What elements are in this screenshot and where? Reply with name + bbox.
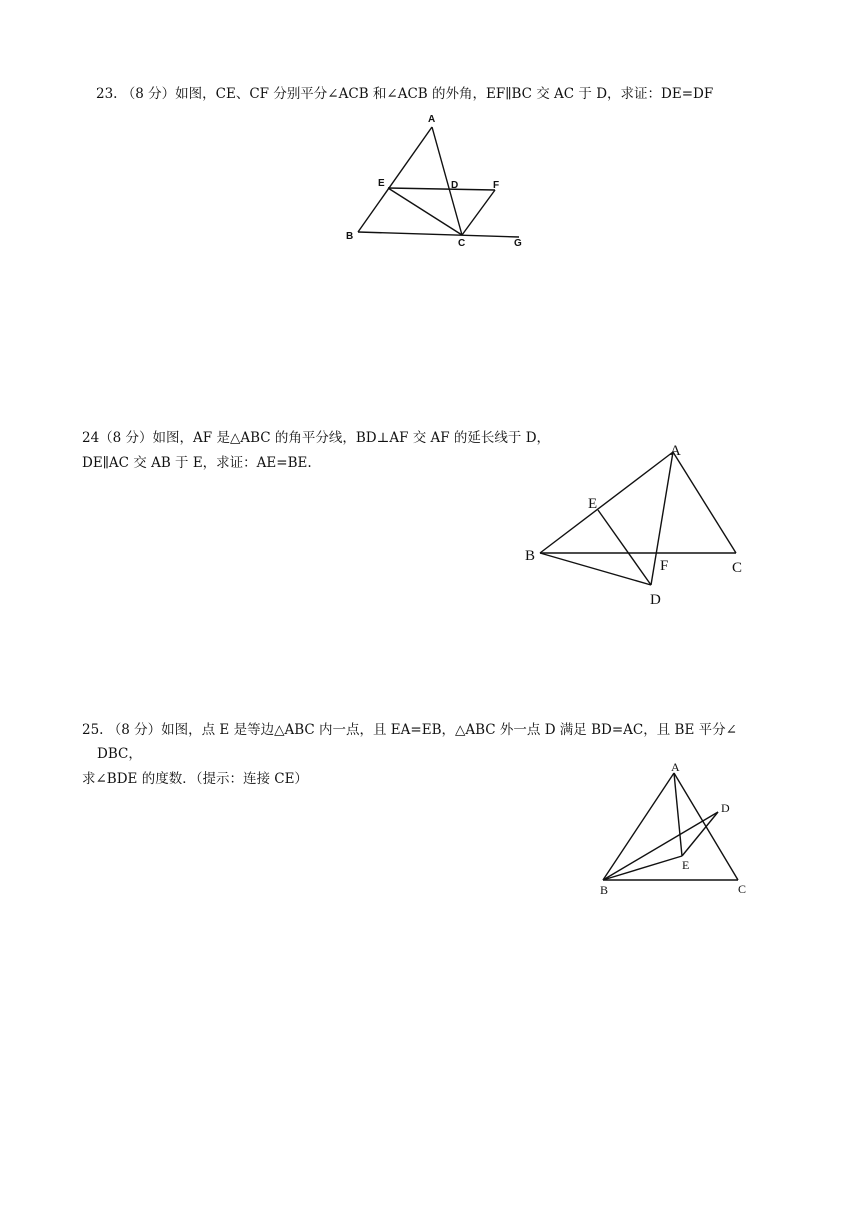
label-F: F	[493, 180, 500, 191]
label-B: B	[600, 883, 609, 897]
label-E: E	[682, 858, 690, 872]
label-F: F	[660, 558, 669, 574]
label-C: C	[458, 238, 466, 249]
segment-BD	[603, 812, 718, 880]
question-25-line1: 25. （8 分）如图，点 E 是等边△ABC 内一点，且 EA=EB，△ABC 外一点 D 满足 BD=AC，且 BE 平分∠	[82, 722, 737, 738]
question-23-text: 23. （8 分）如图，CE、CF 分别平分∠ACB 和∠ACB 的外角，EF∥BC 交 AC 于 D，求证：DE=DF	[96, 86, 714, 102]
segment-BE	[603, 856, 682, 880]
label-C: C	[738, 882, 747, 896]
label-D: D	[451, 180, 459, 191]
question-25-line2: DBC，	[97, 746, 142, 762]
label-B: B	[525, 548, 536, 564]
question-24-line2: DE∥AC 交 AB 于 E，求证：AE=BE.	[82, 455, 312, 471]
question-25-line3: 求∠BDE 的度数．（提示：连接 CE）	[82, 771, 308, 787]
segment-ED	[682, 812, 718, 856]
label-E: E	[588, 496, 598, 512]
label-D: D	[650, 592, 661, 608]
label-E: E	[378, 178, 385, 189]
label-D: D	[721, 801, 730, 815]
label-A: A	[670, 443, 681, 459]
question-24-line1: 24（8 分）如图，AF 是△ABC 的角平分线，BD⊥AF 交 AF 的延长线于 D，	[82, 430, 551, 446]
label-G: G	[514, 238, 522, 249]
label-B: B	[346, 231, 354, 242]
label-A: A	[671, 760, 680, 774]
label-C: C	[732, 560, 743, 576]
label-A: A	[428, 114, 436, 125]
segment-AB	[603, 773, 674, 880]
